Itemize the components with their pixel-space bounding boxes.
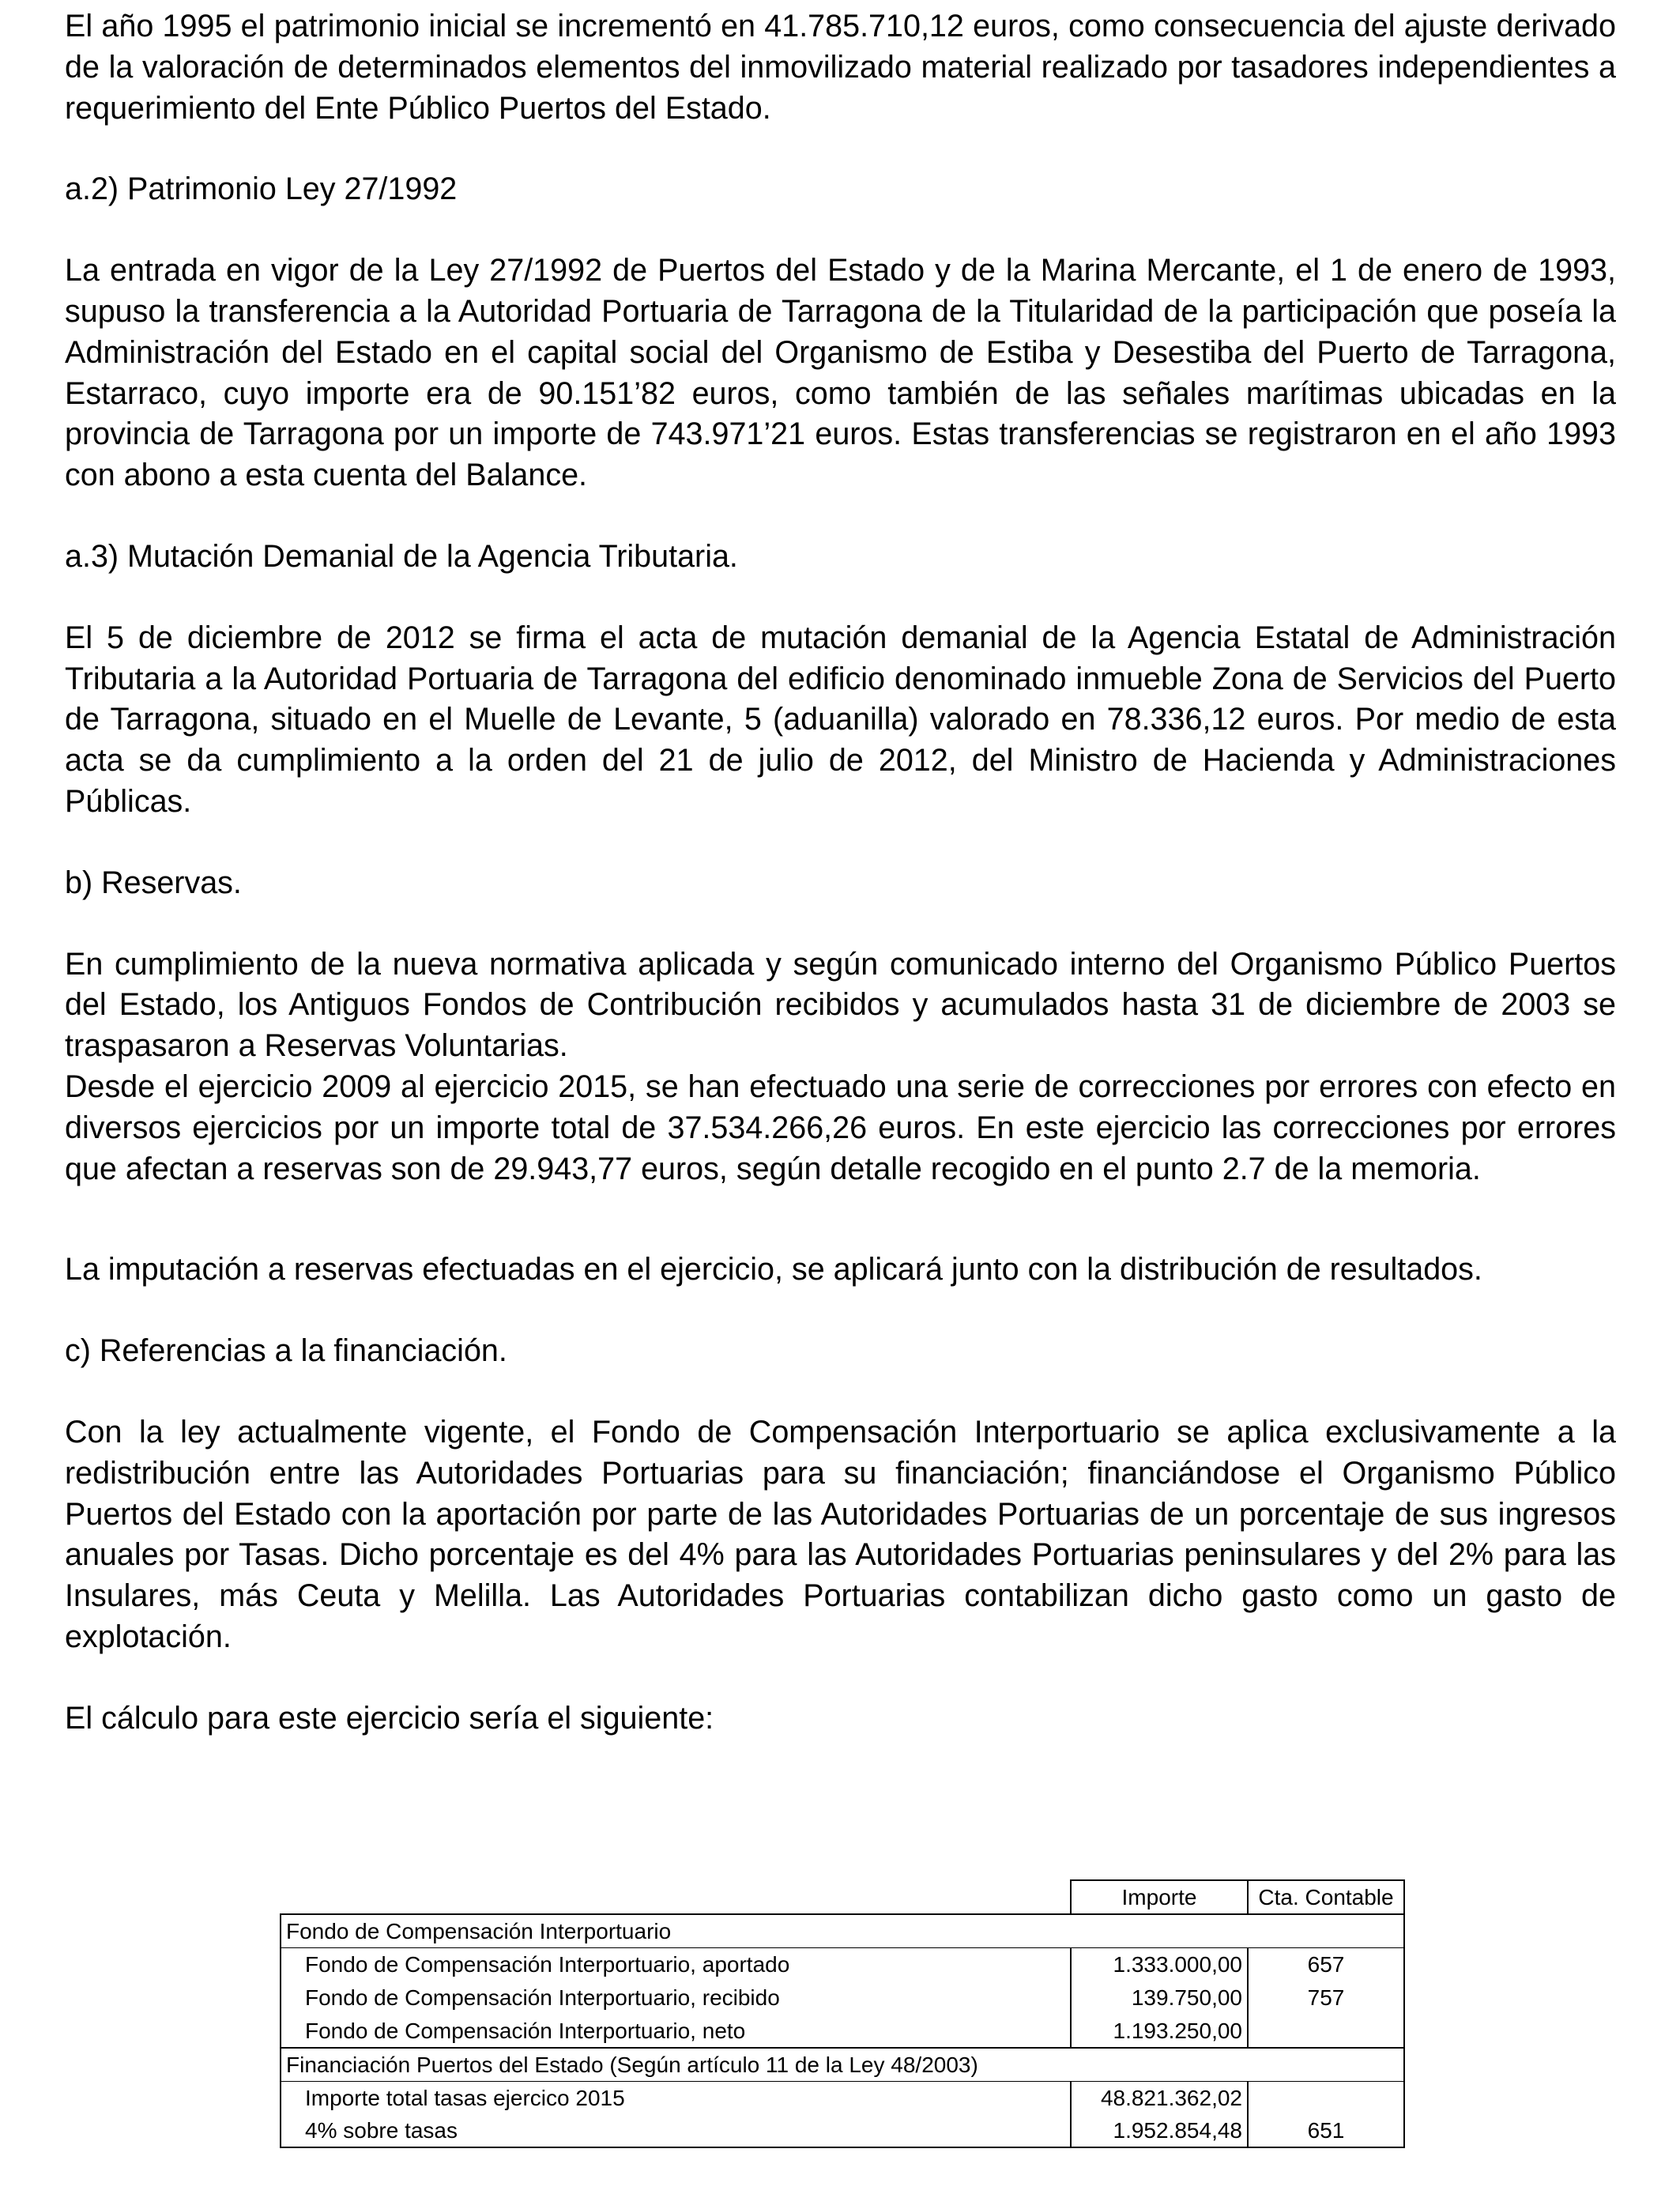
heading-mutacion-demanial: a.3) Mutación Demanial de la Agencia Tributaria. bbox=[65, 538, 738, 574]
row-account bbox=[1248, 2015, 1404, 2048]
section-title-financiacion: Financiación Puertos del Estado (Según artículo 11 de la Ley 48/2003) bbox=[281, 2048, 1071, 2082]
row-amount: 1.333.000,00 bbox=[1071, 1948, 1248, 1981]
paragraph-fondo-compensacion: Con la ley actualmente vigente, el Fondo de Compensación Interportuario se aplica exclusivamente a la redistribución entre las Autoridades Portuarias para su financiación; financiándose el Organismo Público Puertos del Estado con la aportación por parte de las Autoridades Portuarias de un porcentaje de sus ingresos anuales por Tasas. Dicho porcentaje es del 4% para las Autoridades Portuarias peninsulares y del 2% para las Insulares, más Ceuta y Melilla. Las Autoridades Portuarias contabilizan dicho gasto como un gasto de explotación. bbox=[65, 1414, 1616, 1654]
row-account: 651 bbox=[1248, 2114, 1404, 2147]
table-row bbox=[281, 2015, 1404, 2048]
heading-patrimonio-ley: a.2) Patrimonio Ley 27/1992 bbox=[65, 172, 458, 207]
row-concept: Fondo de Compensación Interportuario, neto bbox=[281, 2015, 1071, 2048]
section-title-row bbox=[281, 1914, 1404, 1948]
financing-table bbox=[280, 1879, 1405, 2148]
section-title-fondo-compensacion: Fondo de Compensación Interportuario bbox=[281, 1914, 1071, 1948]
header-importe: Importe bbox=[1071, 1880, 1248, 1914]
heading-financiacion: c) Referencias a la financiación. bbox=[65, 1333, 507, 1369]
header-cta-contable: Cta. Contable bbox=[1248, 1880, 1404, 1914]
row-concept: Importe total tasas ejercico 2015 bbox=[281, 2081, 1071, 2114]
table-row bbox=[281, 1981, 1404, 2015]
paragraph-imputacion-reservas: La imputación a reservas efectuadas en el ejercicio, se aplicará junto con la distribución de resultados. bbox=[65, 1252, 1482, 1287]
paragraph-calculo-intro: El cálculo para este ejercicio sería el siguiente: bbox=[65, 1700, 714, 1736]
heading-reservas: b) Reservas. bbox=[65, 865, 242, 900]
row-amount: 139.750,00 bbox=[1071, 1981, 1248, 2015]
paragraph-fondos-contribucion: En cumplimiento de la nueva normativa aplicada y según comunicado interno del Organismo Público Puertos del Estado, los Antiguos Fondos de Contribución recibidos y acumulados hasta 31 de diciembre de 2003 se traspasaron a Reservas Voluntarias. bbox=[65, 946, 1616, 1064]
table-row bbox=[281, 2081, 1404, 2114]
paragraph-ley-27-1992: La entrada en vigor de la Ley 27/1992 de Puertos del Estado y de la Marina Mercante, el 1 de enero de 1993, supuso la transferencia a la Autoridad Portuaria de Tarragona de la Titularidad de la participación que poseía la Administración del Estado en el capital social del Organismo de Estiba y Desestiba del Puerto de Tarragona, Estarraco, cuyo importe era de 90.151’82 euros, como también de las señales marítimas ubicadas en la provincia de Tarragona por un importe de 743.971’21 euros. Estas transferencias se registraron en el año 1993 con abono a esta cuenta del Balance. bbox=[65, 253, 1616, 493]
paragraph-correcciones-errores: Desde el ejercicio 2009 al ejercicio 2015, se han efectuado una serie de correcciones por errores con efecto en diversos ejercicios por un importe total de 37.534.266,26 euros. En este ejercicio las correcciones por errores que afectan a reservas son de 29.943,77 euros, según detalle recogido en el punto 2.7 de la memoria. bbox=[65, 1069, 1616, 1186]
table-row bbox=[281, 2114, 1404, 2147]
row-concept: Fondo de Compensación Interportuario, recibido bbox=[281, 1981, 1071, 2015]
row-amount: 1.952.854,48 bbox=[1071, 2114, 1248, 2147]
row-amount: 48.821.362,02 bbox=[1071, 2081, 1248, 2114]
section-title-row bbox=[281, 2048, 1404, 2082]
row-concept: Fondo de Compensación Interportuario, aportado bbox=[281, 1948, 1071, 1981]
row-account: 757 bbox=[1248, 1981, 1404, 2015]
row-concept: 4% sobre tasas bbox=[281, 2114, 1071, 2147]
table-row bbox=[281, 1948, 1404, 1981]
row-amount: 1.193.250,00 bbox=[1071, 2015, 1248, 2048]
row-account bbox=[1248, 2081, 1404, 2114]
row-account: 657 bbox=[1248, 1948, 1404, 1981]
paragraph-patrimonio-1995: El año 1995 el patrimonio inicial se incrementó en 41.785.710,12 euros, como consecuencia del ajuste derivado de la valoración de determinados elementos del inmovilizado material realizado por tasadores independientes a requerimiento del Ente Público Puertos del Estado. bbox=[65, 9, 1616, 126]
document-body bbox=[65, 6, 1616, 1740]
table-header-row bbox=[281, 1880, 1404, 1914]
paragraph-mutacion-demanial: El 5 de diciembre de 2012 se firma el acta de mutación demanial de la Agencia Estatal de Administración Tributaria a la Autoridad Portuaria de Tarragona del edificio denominado inmueble Zona de Servicios del Puerto de Tarragona, situado en el Muelle de Levante, 5 (aduanilla) valorado en 78.336,12 euros. Por medio de esta acta se da cumplimiento a la orden del 21 de julio de 2012, del Ministro de Hacienda y Administraciones Públicas. bbox=[65, 620, 1616, 819]
